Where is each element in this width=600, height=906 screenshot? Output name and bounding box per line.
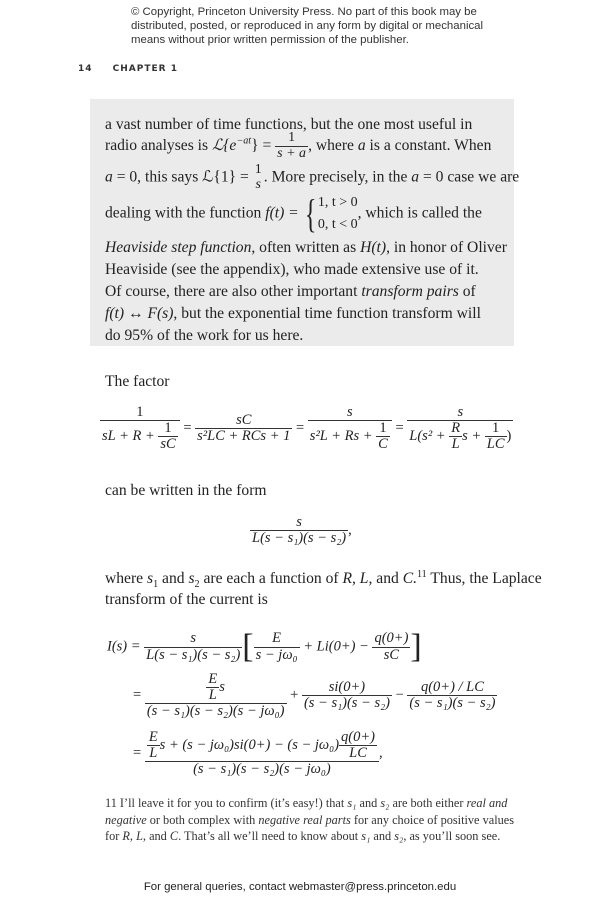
equation-current-row-3: = $\frac{E}{L}$ s + (s − jω₀)si(0+) − (s − jω₀) $\frac{q(0+)}{LC}$ (s − s₁)(s − s₂)(s − jω₀) , — [133, 729, 383, 778]
footnote-ref-11[interactable]: 11 — [417, 568, 427, 580]
box-line-2: radio analyses is $ℒ\{e^{-at}\}$ = $\frac{1}{s + a}$ , where a is a constant. When — [105, 130, 492, 161]
footer-contact: For general queries, contact webmaster@press.princeton.edu — [143, 881, 457, 893]
equation-form: $\frac{s}{\text{L(s − s₁)(s − s₂)}}$ , — [252, 514, 352, 547]
box-line-8: f(t) ↔ F(s), but the exponential time function transform will — [105, 305, 481, 322]
footnote-11: 11 I’ll leave it for you to confirm (it’s easy!) that s₁ and s₂ are both either real and negative or both complex with negative real parts for any choice of positive values for R, L, and C. That’s all we’ll need to know about s₁ and s₂, as you’ll soon see. — [105, 796, 515, 843]
chapter-label: CHAPTER 1 — [112, 64, 178, 74]
page-number: 14 — [78, 64, 93, 74]
box-line-7: Of course, there are also other important transform pairs of — [105, 283, 476, 300]
equation-current-row-1: I(s) = $\frac{s}{\text{L(s − s₁)(s − s₂)}}$ [ $\frac{E}{\text{s − jω₀}}$ + Li(0+) − $\frac{q(0+)}{sC}$ ] — [107, 628, 422, 665]
left-brace-icon: { — [304, 191, 316, 236]
box-line-9: do 95% of the work for us here. — [105, 327, 304, 344]
box-line-3: a = 0, this says ℒ{1} = 1 s . More precisely, in the a = 0 case we are — [105, 162, 520, 192]
paragraph-the-factor: The factor — [105, 373, 170, 390]
equation-current-row-2: = $\frac{E}{L}$ s (s − s₁)(s − s₂)(s − jω₀) + $\frac{si(0+)}{\text{(s − s₁)(s − s₂)}}$ − $\frac{q(0+) / LC}{\text{(s − s₁)(s − s₂)}}$ — [133, 671, 496, 720]
copyright-notice: © Copyright, Princeton University Press. No part of this book may be distributed, posted, or reproduced in any form by digital or mechanical means without prior written permission of the publisher. — [131, 6, 484, 47]
paragraph-transform: transform of the current is — [105, 591, 268, 608]
paragraph-written-form: can be written in the form — [105, 482, 267, 499]
paragraph-where: where $s_1$ and $s_2$ are each a function of R, L, and C.$^{11}$ Thus, the Laplace — [105, 568, 542, 591]
box-line-4: dealing with the function f(t) = { 1, t > 0 0, t < 0 , which is called the — [105, 191, 482, 236]
box-line-1: a vast number of time functions, but the one most useful in — [105, 116, 473, 133]
running-head — [78, 64, 178, 74]
box-line-6: Heaviside (see the appendix), who made extensive use of it. — [105, 261, 479, 278]
equation-factor: 1 sL + R + $\frac{1}{sC}$ = $\frac{sC}{\text{s²LC + RCs + 1}}$ = s s²L + Rs + $\frac{1}{C}$ = s L(s² + $\frac{R}{L}$ s + $\frac{1}{LC}$ ) — [102, 404, 512, 453]
box-line-5: Heaviside step function, often written as H(t), in honor of Oliver — [105, 239, 507, 256]
